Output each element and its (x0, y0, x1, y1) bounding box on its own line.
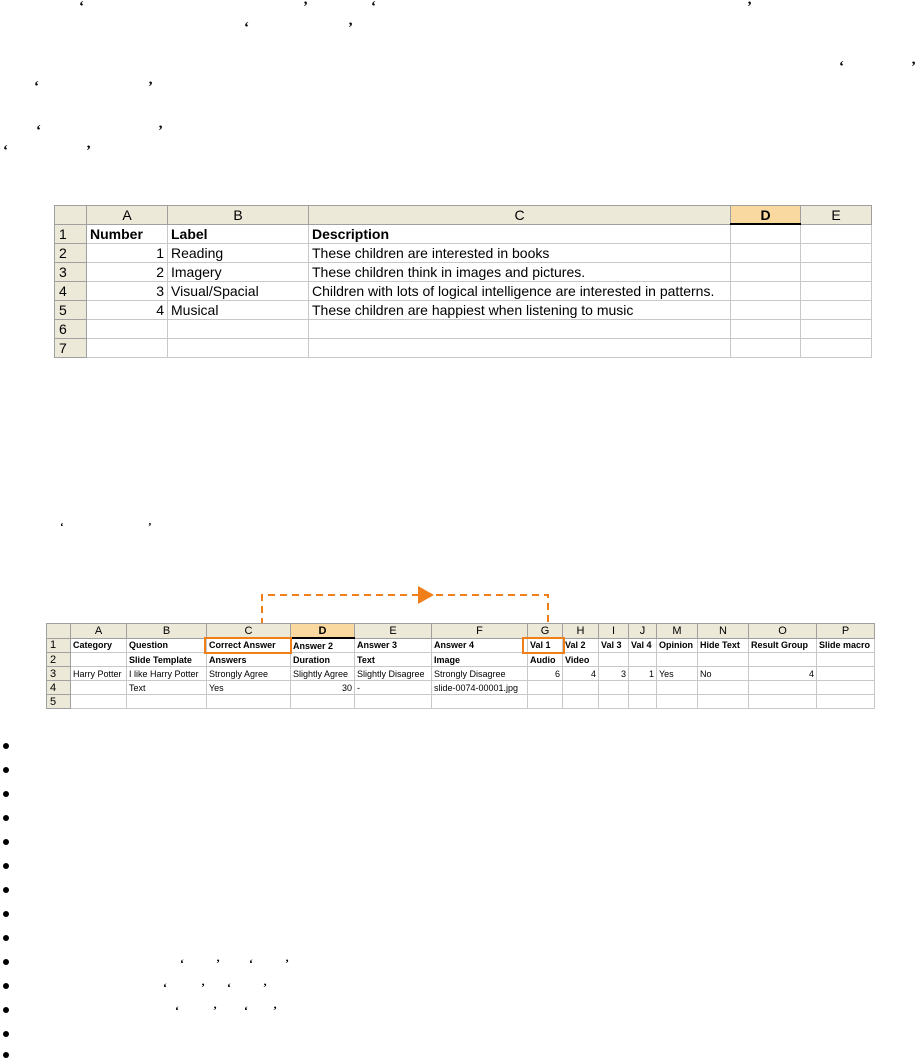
cell[interactable]: Result Group (749, 638, 817, 653)
cell[interactable]: Answer 4 (432, 638, 528, 653)
close-quote-mark: ’ (201, 980, 205, 994)
cell[interactable]: Label (168, 224, 309, 244)
cell[interactable]: Video (563, 653, 599, 667)
column-header-m[interactable]: M (657, 624, 698, 639)
close-quote-mark: ’ (273, 1003, 277, 1017)
cell[interactable] (71, 695, 127, 709)
column-header-e[interactable]: E (801, 206, 872, 225)
cell[interactable]: Imagery (168, 263, 309, 282)
cell[interactable] (599, 681, 629, 695)
open-quote-mark: ‘ (180, 956, 184, 970)
column-header-h[interactable]: H (563, 624, 599, 639)
cell[interactable]: 2 (87, 263, 168, 282)
bullet-icon (3, 1052, 9, 1058)
cell[interactable]: 3 (599, 667, 629, 681)
table-row (47, 653, 875, 667)
cell[interactable]: 1 (87, 244, 168, 263)
cell[interactable]: Slightly Disagree (355, 667, 432, 681)
cell[interactable]: Hide Text (698, 638, 749, 653)
row-header[interactable]: 5 (47, 695, 71, 709)
open-quote-mark: ‘ (79, 0, 84, 15)
cell[interactable]: Musical (168, 301, 309, 320)
open-quote-mark: ‘ (244, 20, 249, 36)
close-quote-mark: ’ (158, 123, 163, 139)
cell[interactable]: These children are interested in books (309, 244, 731, 263)
cell[interactable] (71, 653, 127, 667)
column-header-i[interactable]: I (599, 624, 629, 639)
cell[interactable] (817, 667, 875, 681)
bullet-icon (3, 935, 9, 941)
open-quote-mark: ‘ (249, 956, 253, 970)
bullet-icon (3, 791, 9, 797)
cell[interactable]: Slide Template (127, 653, 207, 667)
cell[interactable]: - (355, 681, 432, 695)
cell[interactable] (629, 695, 657, 709)
open-quote-mark: ‘ (227, 980, 231, 994)
bullet-icon (3, 839, 9, 845)
bullet-icon (3, 743, 9, 749)
row-header[interactable]: 3 (47, 667, 71, 681)
cell[interactable]: These children are happiest when listening to music (309, 301, 731, 320)
column-header-e[interactable]: E (355, 624, 432, 639)
cell[interactable] (749, 681, 817, 695)
close-quote-mark: ’ (216, 956, 220, 970)
cell[interactable] (657, 695, 698, 709)
close-quote-mark: ’ (263, 980, 267, 994)
close-quote-mark: ’ (303, 0, 308, 15)
cell[interactable]: Val 4 (629, 638, 657, 653)
cell[interactable]: 30 (291, 681, 355, 695)
bullet-icon (3, 983, 9, 989)
close-quote-mark: ’ (213, 1003, 217, 1017)
open-quote-mark: ‘ (3, 143, 8, 159)
cell[interactable]: Yes (207, 681, 291, 695)
column-header-n[interactable]: N (698, 624, 749, 639)
cell[interactable] (698, 681, 749, 695)
cell[interactable]: Answer 3 (355, 638, 432, 653)
bullet-icon (3, 887, 9, 893)
cell[interactable]: Image (432, 653, 528, 667)
cell[interactable] (599, 695, 629, 709)
open-quote-mark: ‘ (371, 0, 376, 15)
cell[interactable]: Duration (291, 653, 355, 667)
cell[interactable]: Yes (657, 667, 698, 681)
cell[interactable]: 4 (563, 667, 599, 681)
row-header[interactable]: 4 (47, 681, 71, 695)
cell[interactable]: Answer 2 (291, 638, 355, 653)
open-quote-mark: ‘ (36, 123, 41, 139)
column-header-d[interactable]: D (731, 206, 801, 225)
bullet-icon (3, 815, 9, 821)
close-quote-mark: ’ (348, 20, 353, 36)
column-header-b[interactable]: B (168, 206, 309, 225)
cell[interactable] (817, 681, 875, 695)
cell[interactable]: slide-0074-00001.jpg (432, 681, 528, 695)
cell[interactable] (291, 695, 355, 709)
cell[interactable]: Slightly Agree (291, 667, 355, 681)
cell[interactable]: Val 3 (599, 638, 629, 653)
table-row (47, 681, 875, 695)
column-header-a[interactable]: A (71, 624, 127, 639)
question-sheet (46, 623, 875, 709)
cell[interactable] (127, 695, 207, 709)
open-quote-mark: ‘ (34, 79, 39, 95)
cell[interactable] (207, 695, 291, 709)
bullet-icon (3, 1007, 9, 1013)
column-header-f[interactable]: F (432, 624, 528, 639)
cell[interactable]: Question (127, 638, 207, 653)
cell[interactable] (657, 681, 698, 695)
column-header-c[interactable]: C (309, 206, 731, 225)
select-all-corner[interactable] (47, 624, 71, 639)
row-header[interactable]: 2 (55, 244, 87, 263)
table-row (47, 638, 875, 653)
cell[interactable] (528, 681, 563, 695)
bullet-icon (3, 767, 9, 773)
bullet-icon (3, 863, 9, 869)
table-row (47, 667, 875, 681)
column-header-g[interactable]: G (528, 624, 563, 639)
bullet-icon (3, 959, 9, 965)
cell[interactable] (817, 695, 875, 709)
column-header-p[interactable]: P (817, 624, 875, 639)
correct-answer-highlight (204, 637, 292, 654)
val1-highlight (522, 637, 565, 654)
cell[interactable] (698, 653, 749, 667)
cell[interactable] (817, 653, 875, 667)
row-header[interactable]: 6 (55, 320, 87, 339)
column-header-d[interactable]: D (291, 624, 355, 639)
cell[interactable] (749, 653, 817, 667)
cell[interactable] (563, 695, 599, 709)
cell[interactable] (71, 681, 127, 695)
cell[interactable]: Text (127, 681, 207, 695)
close-quote-mark: ’ (747, 0, 752, 15)
cell[interactable]: Audio (528, 653, 563, 667)
cell[interactable]: Strongly Disagree (432, 667, 528, 681)
cell[interactable]: These children think in images and pictures. (309, 263, 731, 282)
open-quote-mark: ‘ (244, 1003, 248, 1017)
column-header-j[interactable]: J (629, 624, 657, 639)
column-header-a[interactable]: A (87, 206, 168, 225)
cell[interactable] (432, 695, 528, 709)
cell[interactable]: Slide macro (817, 638, 875, 653)
row-header[interactable]: 1 (47, 638, 71, 653)
cell[interactable]: 3 (87, 282, 168, 301)
cell[interactable]: Category (71, 638, 127, 653)
cell[interactable] (749, 695, 817, 709)
column-header-o[interactable]: O (749, 624, 817, 639)
close-quote-mark: ’ (148, 521, 152, 533)
cell[interactable]: Children with lots of logical intelligence are interested in patterns. (309, 282, 731, 301)
cell[interactable]: 4 (87, 301, 168, 320)
column-header-c[interactable]: C (207, 624, 291, 639)
row-header[interactable]: 5 (55, 301, 87, 320)
cell[interactable]: 4 (749, 667, 817, 681)
cell[interactable]: 6 (528, 667, 563, 681)
arrowhead-icon (418, 586, 434, 604)
row-header[interactable]: 7 (55, 339, 87, 358)
cell[interactable] (528, 695, 563, 709)
cell[interactable] (698, 695, 749, 709)
bullet-icon (3, 1031, 9, 1037)
cell[interactable] (657, 653, 698, 667)
cell[interactable]: I like Harry Potter (127, 667, 207, 681)
close-quote-mark: ’ (86, 143, 91, 159)
cell[interactable] (355, 695, 432, 709)
open-quote-mark: ‘ (60, 521, 64, 533)
column-header-b[interactable]: B (127, 624, 207, 639)
cell[interactable]: Harry Potter (71, 667, 127, 681)
cell[interactable]: 1 (629, 667, 657, 681)
table-row (47, 695, 875, 709)
open-quote-mark: ‘ (163, 980, 167, 994)
row-header[interactable]: 2 (47, 653, 71, 667)
close-quote-mark: ’ (148, 79, 153, 95)
cell[interactable]: Visual/Spacial (168, 282, 309, 301)
row-header[interactable]: 1 (55, 224, 87, 244)
cell[interactable] (629, 653, 657, 667)
cell[interactable]: Reading (168, 244, 309, 263)
bullet-icon (3, 911, 9, 917)
row-header[interactable]: 3 (55, 263, 87, 282)
cell[interactable] (629, 681, 657, 695)
cell[interactable]: Val 2 (563, 638, 599, 653)
cell[interactable]: Strongly Agree (207, 667, 291, 681)
close-quote-mark: ’ (911, 59, 916, 75)
close-quote-mark: ’ (285, 956, 289, 970)
cell[interactable]: Description (309, 224, 731, 244)
cell[interactable]: Opinion (657, 638, 698, 653)
cell[interactable]: Number (87, 224, 168, 244)
cell[interactable]: No (698, 667, 749, 681)
cell[interactable]: Answers (207, 653, 291, 667)
cell[interactable]: Text (355, 653, 432, 667)
cell[interactable]: Val 1 (528, 638, 563, 653)
open-quote-mark: ‘ (839, 59, 844, 75)
open-quote-mark: ‘ (175, 1003, 179, 1017)
cell[interactable]: Correct Answer (207, 638, 291, 653)
cell[interactable] (563, 681, 599, 695)
cell[interactable] (599, 653, 629, 667)
row-header[interactable]: 4 (55, 282, 87, 301)
